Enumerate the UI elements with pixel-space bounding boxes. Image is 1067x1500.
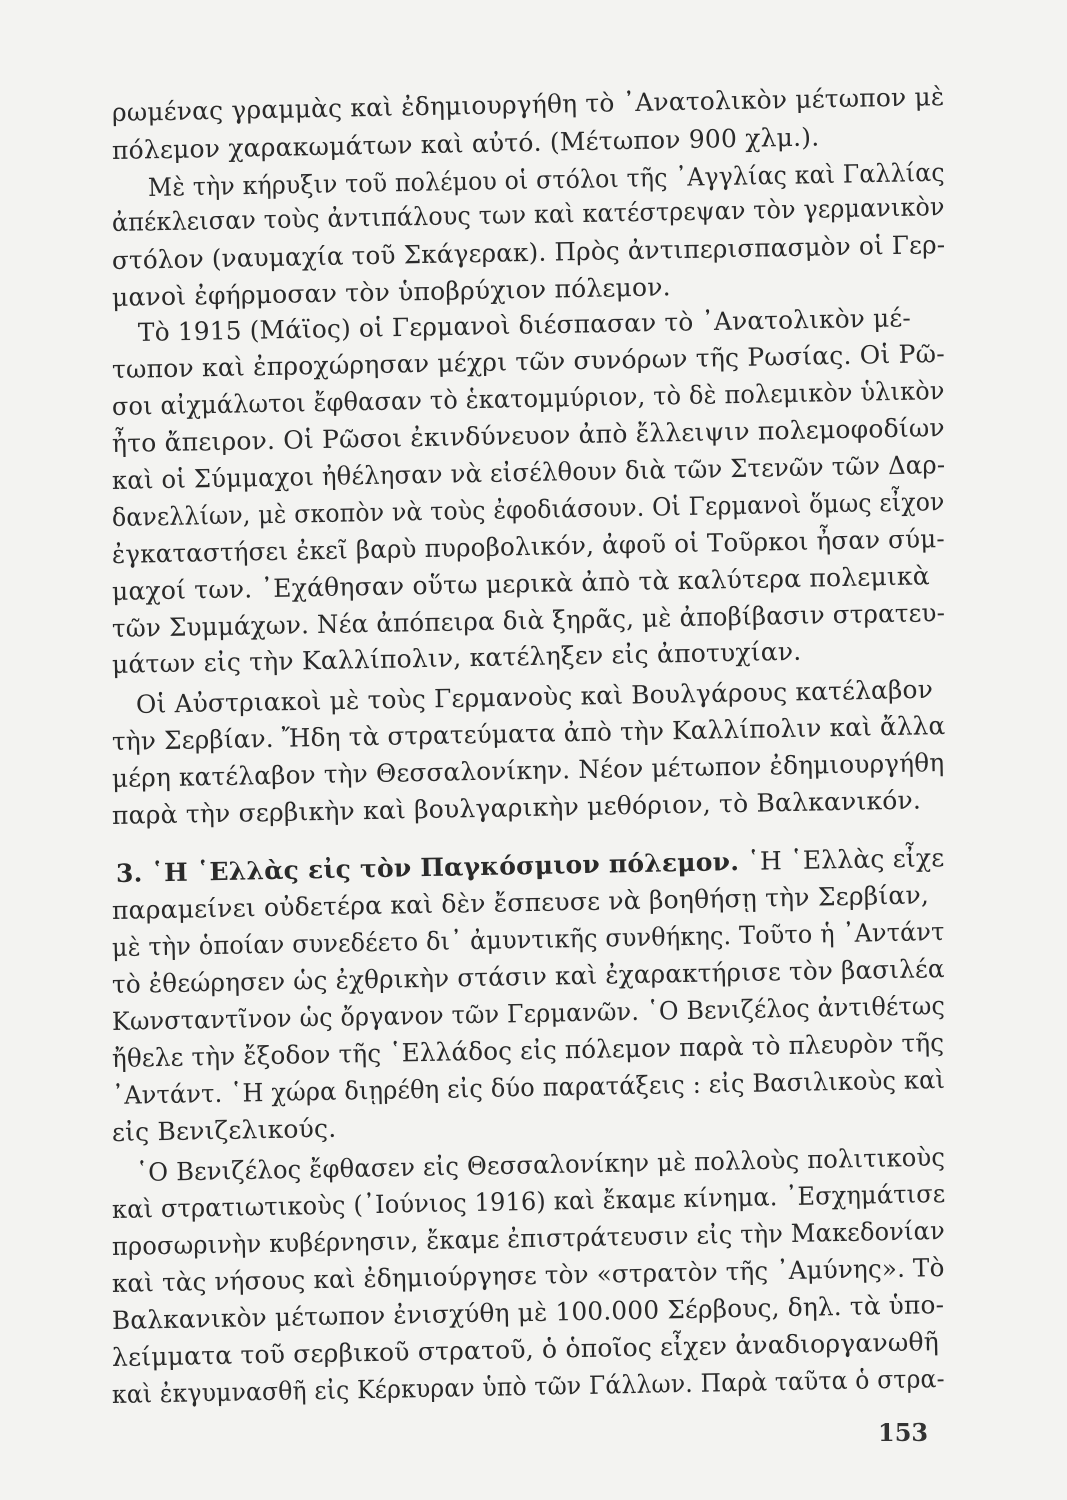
text-line: Κωνσταντῖνον ὡς ὄργανον τῶν Γερμανῶν. ῾Ο Βενιζέλος ἀντιθέτως (111, 991, 946, 1036)
text-line: ῾Ο Βενιζέλος ἔφθασεν εἰς Θεσσαλονίκην μὲ πολλοὺς πολιτικοὺς (135, 1142, 946, 1187)
text-line: Μὲ τὴν κήρυξιν τοῦ πολέμου οἱ στόλοι τῆς ᾽Αγγλίας καὶ Γαλλίας (147, 157, 945, 202)
text-line: πόλεμον χαρακωμάτων καὶ αὐτό. (Μέτωπον 900 χλμ.). (111, 122, 820, 165)
text-line: ἦτο ἄπειρον. Οἱ Ρῶσοι ἐκινδύνευον ἀπὸ ἔλλειψιν πολεμοφοδίων (111, 413, 946, 458)
text-line: μὲ τὴν ὁποίαν συνεδέετο δι᾽ ἀμυντικῆς συνθήκης. Τοῦτο ἡ ᾽Αντάντ (111, 917, 945, 962)
text-line: δανελλίων, μὲ σκοπὸν νὰ τοὺς ἐφοδιάσουν. Οἱ Γερμανοὶ ὅμως εἶχον (111, 487, 945, 532)
page-number: 153 (878, 1418, 929, 1447)
text-line: ᾽Αντάντ. ῾Η χώρα διῃρέθη εἰς δύο παρατάξεις : εἰς Βασιλικοὺς καὶ (111, 1065, 946, 1110)
text-line: τωπον καὶ ἐπροχώρησαν μέχρι τῶν συνόρων τῆς Ρωσίας. Οἱ Ρῶ- (111, 339, 946, 384)
text-line: Τὸ 1915 (Μάϊος) οἱ Γερμανοὶ διέσπασαν τὸ ᾽Ανατολικὸν μέ- (137, 303, 912, 347)
text-line: μάτων εἰς τὴν Καλλίπολιν, κατέληξεν εἰς ἀποτυχίαν. (111, 636, 802, 679)
text-line: μαχοί των. ᾽Εχάθησαν οὕτω μερικὰ ἀπὸ τὰ καλύτερα πολεμικὰ (111, 561, 931, 606)
text-line: Βαλκανικὸν μέτωπον ἐνισχύθη μὲ 100.000 Σέρβους, δηλ. τὰ ὑπο- (111, 1290, 945, 1335)
text-line: τὸ ἐθεώρησεν ὡς ἐχθρικὴν στάσιν καὶ ἐχαρακτήρισε τὸν βασιλέα (111, 954, 945, 999)
text-line: καὶ στρατιωτικοὺς (᾽Ιούνιος 1916) καὶ ἔκαμε κίνημα. ᾽Εσχημάτισε (111, 1179, 946, 1224)
text-line: τῶν Συμμάχων. Νέα ἀπόπειρα διὰ ξηρᾶς, μὲ ἀποβίβασιν στρατευ- (111, 598, 946, 643)
text-line: σοι αἰχμάλωτοι ἔφθασαν τὸ ἑκατομμύριον, τὸ δὲ πολεμικὸν ὑλικὸν (111, 376, 945, 421)
text-line: ἐγκαταστήσει ἐκεῖ βαρὺ πυροβολικόν, ἀφοῦ οἱ Τοῦρκοι ἦσαν σύμ- (111, 524, 946, 569)
text-line: εἰς Βενιζελικούς. (111, 1113, 337, 1147)
text-line: μέρη κατέλαβον τὴν Θεσσαλονίκην. Νέον μέτωπον ἐδημιουργήθη (111, 748, 945, 793)
text-line: καὶ οἱ Σύμμαχοι ἠθέλησαν νὰ εἰσέλθουν διὰ τῶν Στενῶν τῶν Δαρ- (111, 450, 946, 495)
text-line: μανοὶ ἐφήρμοσαν τὸν ὑποβρύχιον πόλεμον. (111, 272, 672, 312)
text-line: Οἱ Αὐστριακοὶ μὲ τοὺς Γερμανοὺς καὶ Βουλγάρους κατέλαβον (135, 674, 934, 719)
text-line: καὶ τὰς νήσους καὶ ἐδημιούργησε τὸν «στρατὸν τῆς ᾽Αμύνης». Τὸ (111, 1253, 945, 1298)
text-line: στόλον (ναυμαχία τοῦ Σκάγερακ). Πρὸς ἀντιπερισπασμὸν οἱ Γερ- (111, 230, 946, 275)
section-heading-continuation: ῾Η ῾Ελλὰς εἶχε (738, 843, 945, 877)
text-line: λείμματα τοῦ σερβικοῦ στρατοῦ, ὁ ὁποῖος εἶχεν ἀναδιοργανωθῆ (111, 1327, 940, 1372)
text-line: παραμείνει οὐδετέρα καὶ δὲν ἔσπευσε νὰ βοηθήσῃ τὴν Σερβίαν, (111, 880, 930, 925)
text-line: καὶ ἐκγυμνασθῆ εἰς Κέρκυραν ὑπὸ τῶν Γάλλων. Παρὰ ταῦτα ὁ στρα- (111, 1364, 945, 1409)
section-heading: 3. ῾Η ῾Ελλὰς εἰς τὸν Παγκόσμιον πόλεμον. (115, 847, 740, 888)
text-line: ἀπέκλεισαν τοὺς ἀντιπάλους των καὶ κατέστρεψαν τὸν γερμανικὸν (111, 192, 945, 237)
text-line: ρωμένας γραμμὰς καὶ ἐδημιουργήθη τὸ ᾽Ανατολικὸν μέτωπον μὲ (111, 82, 945, 127)
text-line: προσωρινὴν κυβέρνησιν, ἔκαμε ἐπιστράτευσιν εἰς τὴν Μακεδονίαν (111, 1216, 946, 1261)
text-line: τὴν Σερβίαν. Ἤδη τὰ στρατεύματα ἀπὸ τὴν Καλλίπολιν καὶ ἄλλα (111, 711, 946, 756)
text-line: ἤθελε τὴν ἔξοδον τῆς ῾Ελλάδος εἰς πόλεμον παρὰ τὸ πλευρὸν τῆς (111, 1028, 945, 1073)
text-line: παρὰ τὴν σερβικὴν καὶ βουλγαρικὴν μεθόριον, τὸ Βαλκανικόν. (111, 785, 922, 830)
